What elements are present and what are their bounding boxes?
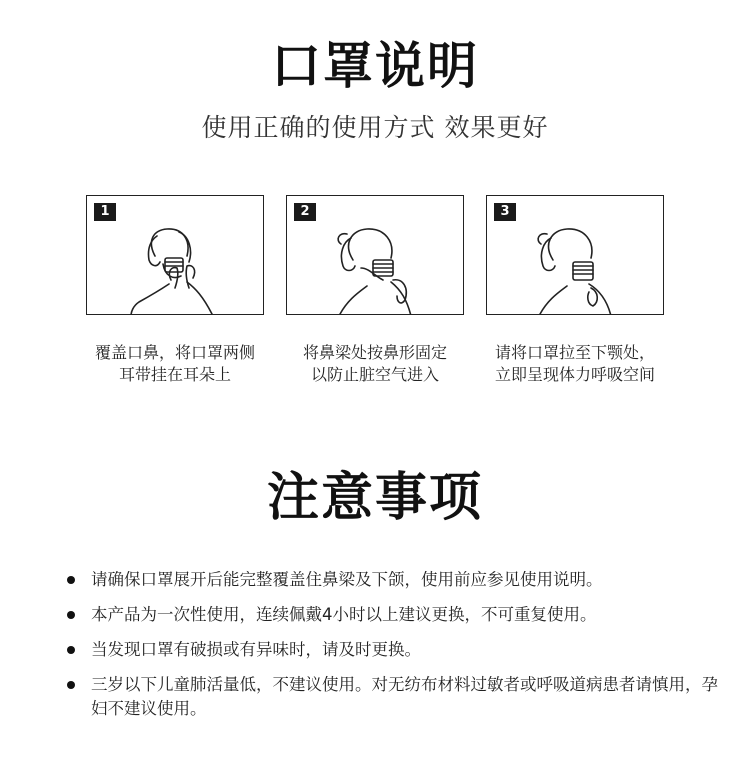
bullet-icon — [67, 611, 75, 619]
step-2-number: 2 — [294, 203, 316, 221]
bullet-icon — [67, 681, 75, 689]
notes-list — [65, 568, 725, 732]
step-3-caption-line-2: 立即呈现体力呼吸空间 — [494, 365, 655, 384]
note-text: 本产品为一次性使用，连续佩戴4小时以上建议更换，不可重复使用。 — [91, 605, 597, 624]
step-2-caption-line-1: 将鼻梁处按鼻形固定 — [302, 343, 447, 362]
list-item — [65, 673, 725, 721]
page-title: 口罩说明 — [271, 37, 479, 95]
step-1-caption — [75, 342, 275, 386]
list-item — [65, 638, 725, 662]
notes-title: 注意事项 — [266, 468, 483, 528]
bullet-icon — [67, 576, 75, 584]
note-text: 请确保口罩展开后能完整覆盖住鼻梁及下颌，使用前应参见使用说明。 — [91, 570, 603, 589]
step-1-illustration — [86, 195, 264, 315]
bullet-icon — [67, 646, 75, 654]
step-2-caption-line-2: 以防止脏空气进入 — [310, 365, 439, 384]
step-1-caption-line-2: 耳带挂在耳朵上 — [118, 365, 231, 384]
list-item — [65, 603, 725, 627]
step-1-caption-line-1: 覆盖口鼻，将口罩两侧 — [94, 343, 255, 362]
step-2-illustration — [286, 195, 464, 315]
list-item — [65, 568, 725, 592]
step-3-caption-line-1: 请将口罩拉至下颚处， — [494, 343, 655, 362]
step-1-number: 1 — [94, 203, 116, 221]
step-3-number: 3 — [494, 203, 516, 221]
step-2-caption — [275, 342, 475, 386]
step-3-caption — [475, 342, 675, 386]
note-text: 当发现口罩有破损或有异味时，请及时更换。 — [91, 640, 421, 659]
step-3-illustration — [486, 195, 664, 315]
note-text: 三岁以下儿童肺活量低，不建议使用。对无纺布材料过敏者或呼吸道病患者请慎用，孕妇不建议使用。 — [91, 675, 718, 718]
page-subtitle: 使用正确的使用方式 效果更好 — [201, 113, 549, 142]
